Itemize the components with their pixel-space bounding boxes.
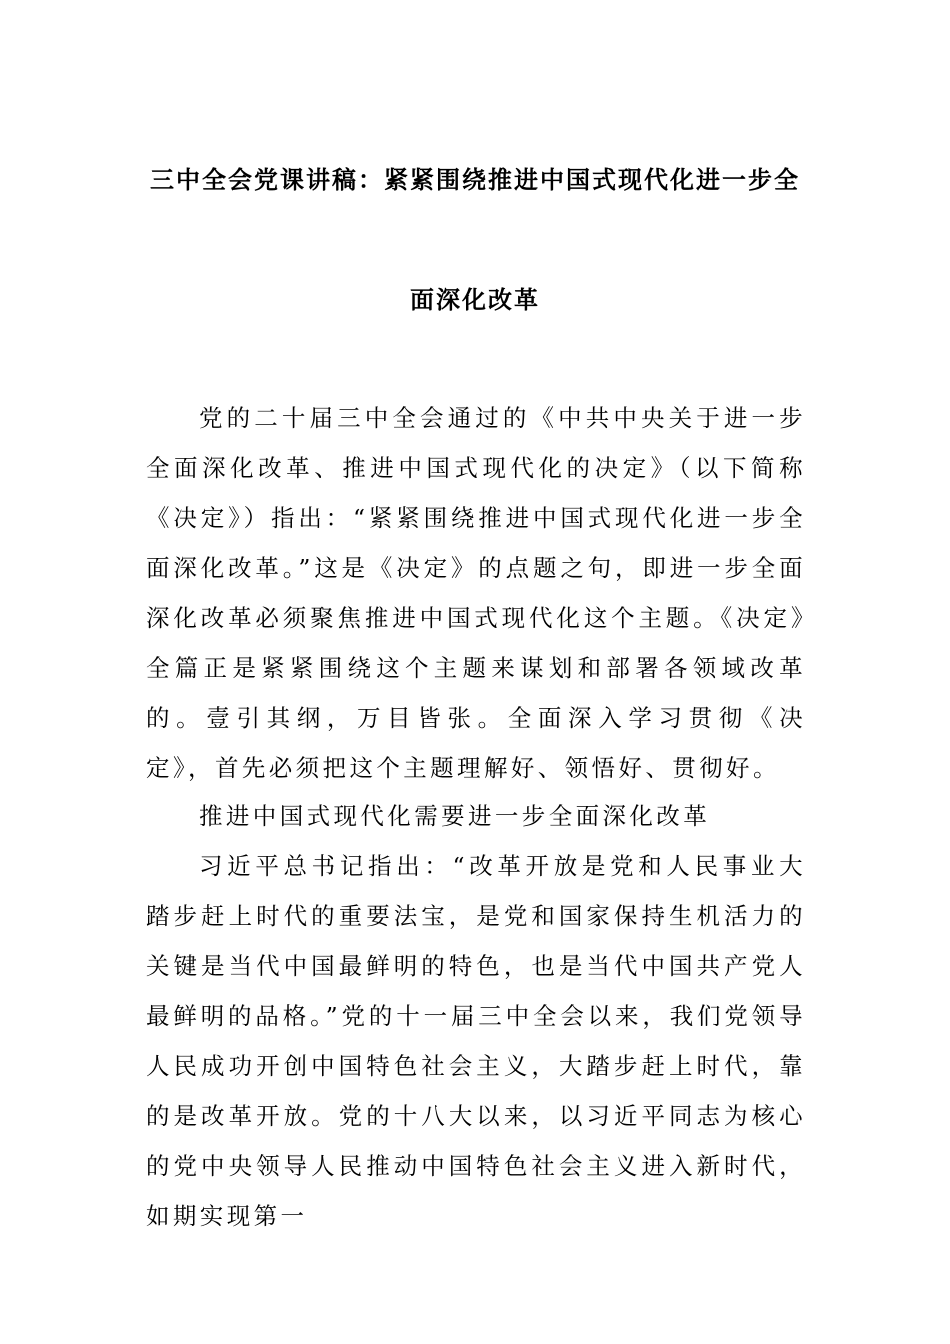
document-title-line-2: 面深化改革 [410, 286, 540, 314]
body-paragraph-second [146, 841, 806, 1241]
section-heading [146, 791, 806, 841]
paragraph-text: 党的二十届三中全会通过的《中共中央关于进一步全面深化改革、推进中国式现代化的决定》（以下简称《决定》）指出：“紧紧围绕推进中国式现代化进一步全面深化改革。”这是《决定》的点题之句，即进一步全面深化改革必须聚焦推进中国式现代化这个主题。《决定》全篇正是紧紧围绕这个主题来谋划和部署各领域改革的。壹引其纲，万目皆张。全面深入学习贯彻《决定》，首先必须把这个主题理解好、领悟好、贯彻好。 [146, 404, 806, 782]
body-paragraph-intro [146, 393, 806, 793]
paragraph-text: 习近平总书记指出：“改革开放是党和人民事业大踏步赶上时代的重要法宝，是党和国家保持生机活力的关键是当代中国最鲜明的特色，也是当代中国共产党人最鲜明的品格。”党的十一届三中全会以来，我们党领导人民成功开创中国特色社会主义，大踏步赶上时代，靠的是改革开放。党的十八大以来，以习近平同志为核心的党中央领导人民推动中国特色社会主义进入新时代，如期实现第一 [146, 852, 806, 1230]
document-title-line-1: 三中全会党课讲稿：紧紧围绕推进中国式现代化进一步全 [150, 166, 800, 194]
section-heading-text: 推进中国式现代化需要进一步全面深化改革 [199, 802, 711, 830]
